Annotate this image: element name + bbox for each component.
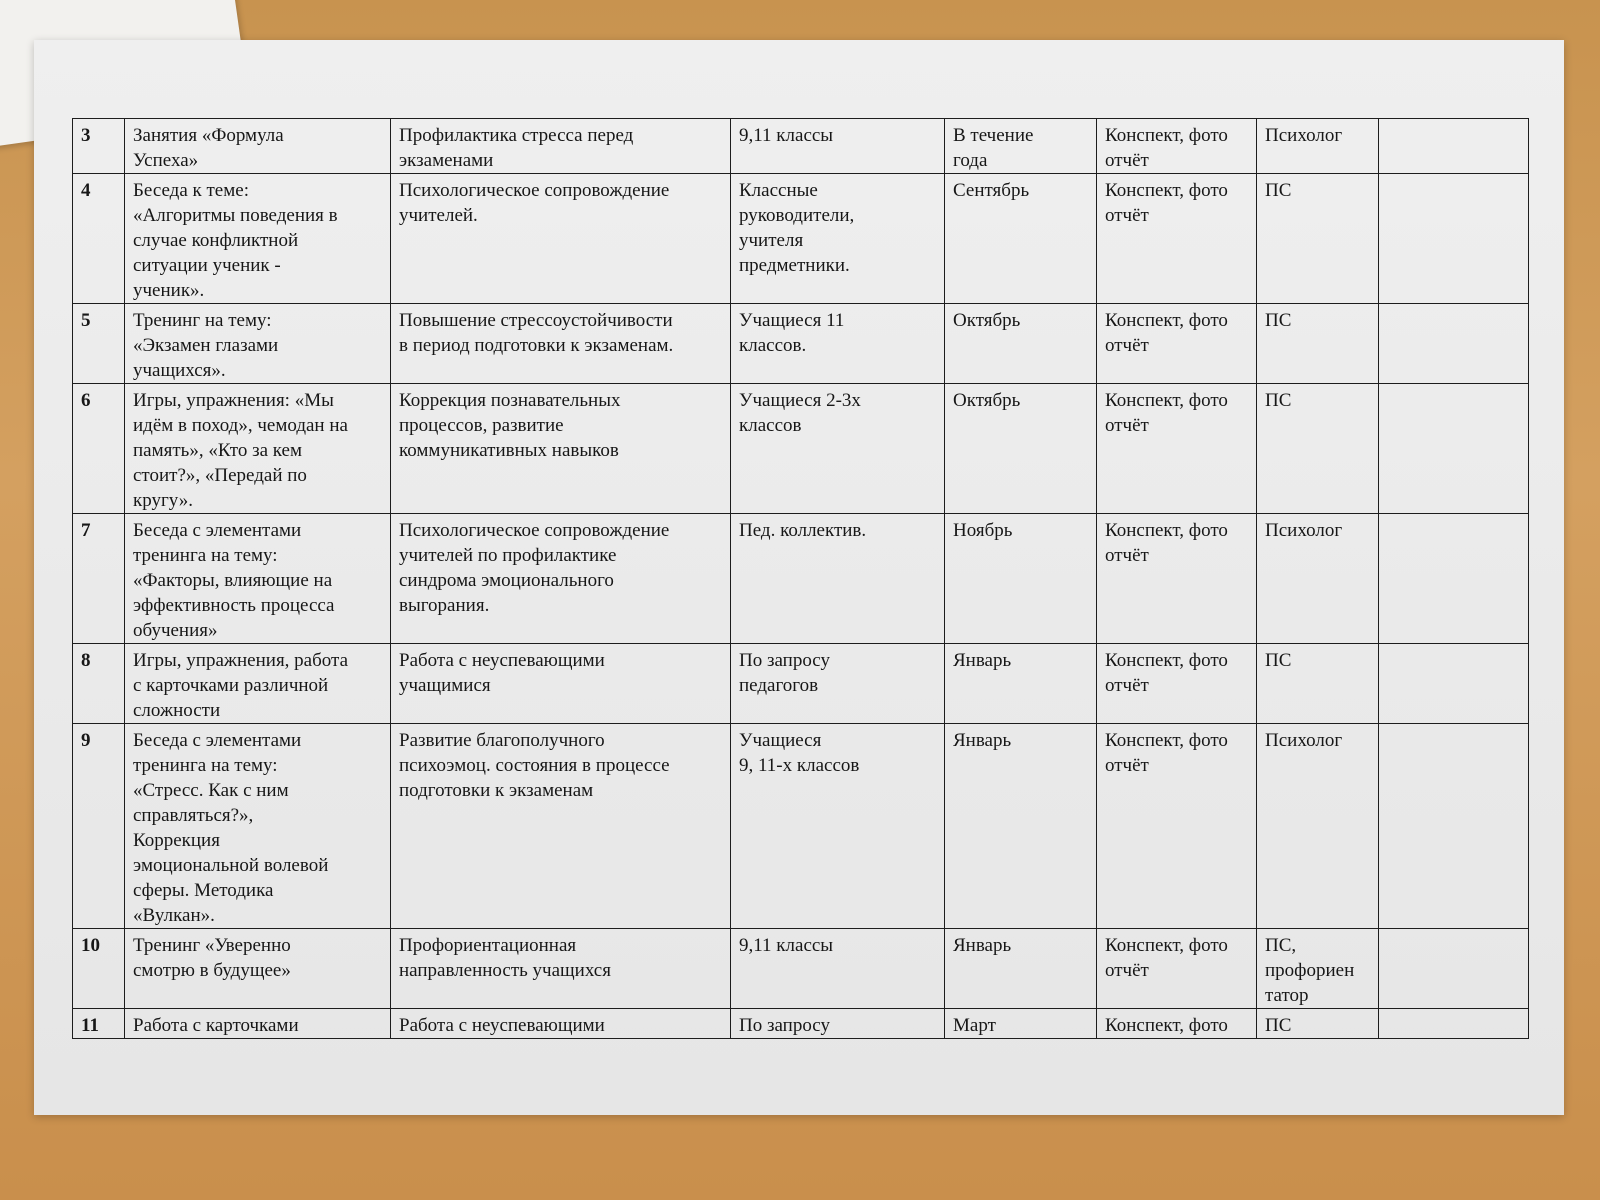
responsible-cell: ПС, профориен татор [1257,929,1379,1009]
extra-cell [1379,384,1529,514]
table-row [73,304,1529,384]
event-cell: Беседа к теме: «Алгоритмы поведения в случае конфликтной ситуации ученик - ученик». [125,174,391,304]
extra-cell [1379,1009,1529,1039]
table-row [73,514,1529,644]
goal-cell: Работа с неуспевающими [391,1009,731,1039]
timing-cell: Октябрь [945,384,1097,514]
goal-cell: Профориентационная направленность учащихся [391,929,731,1009]
report-cell: Конспект, фото отчёт [1097,929,1257,1009]
participants-cell: Классные руководители, учителя предметники. [731,174,945,304]
responsible-cell: ПС [1257,1009,1379,1039]
responsible-cell: ПС [1257,174,1379,304]
extra-cell [1379,174,1529,304]
row-number: 6 [73,384,125,514]
row-number: 9 [73,724,125,929]
row-number: 8 [73,644,125,724]
extra-cell [1379,119,1529,174]
timing-cell: Октябрь [945,304,1097,384]
table-row [73,644,1529,724]
event-cell: Тренинг «Уверенно смотрю в будущее» [125,929,391,1009]
goal-cell: Психологическое сопровождение учителей по профилактике синдрома эмоционального выгорания. [391,514,731,644]
participants-cell: Учащиеся 11 классов. [731,304,945,384]
participants-cell: Пед. коллектив. [731,514,945,644]
timing-cell: Январь [945,724,1097,929]
table-row [73,174,1529,304]
timing-cell: Сентябрь [945,174,1097,304]
extra-cell [1379,929,1529,1009]
extra-cell [1379,514,1529,644]
responsible-cell: Психолог [1257,119,1379,174]
goal-cell: Коррекция познавательных процессов, развитие коммуникативных навыков [391,384,731,514]
participants-cell: 9,11 классы [731,929,945,1009]
extra-cell [1379,724,1529,929]
report-cell: Конспект, фото отчёт [1097,724,1257,929]
goal-cell: Повышение стрессоустойчивости в период подготовки к экзаменам. [391,304,731,384]
table-row [73,1009,1529,1039]
participants-cell: По запросу [731,1009,945,1039]
event-cell: Игры, упражнения, работа с карточками различной сложности [125,644,391,724]
participants-cell: Учащиеся 2-3х классов [731,384,945,514]
report-cell: Конспект, фото [1097,1009,1257,1039]
extra-cell [1379,304,1529,384]
row-number: 5 [73,304,125,384]
report-cell: Конспект, фото отчёт [1097,304,1257,384]
table-row [73,724,1529,929]
timing-cell: Январь [945,644,1097,724]
timing-cell: Март [945,1009,1097,1039]
participants-cell: 9,11 классы [731,119,945,174]
goal-cell: Развитие благополучного психоэмоц. состояния в процессе подготовки к экзаменам [391,724,731,929]
row-number: 11 [73,1009,125,1039]
paper-sheet [34,40,1564,1115]
event-cell: Работа с карточками [125,1009,391,1039]
row-number: 10 [73,929,125,1009]
responsible-cell: Психолог [1257,724,1379,929]
goal-cell: Психологическое сопровождение учителей. [391,174,731,304]
responsible-cell: Психолог [1257,514,1379,644]
report-cell: Конспект, фото отчёт [1097,514,1257,644]
extra-cell [1379,644,1529,724]
timing-cell: Январь [945,929,1097,1009]
activity-plan-table [72,118,1529,1039]
event-cell: Игры, упражнения: «Мы идём в поход», чемодан на память», «Кто за кем стоит?», «Передай по кругу». [125,384,391,514]
row-number: 3 [73,119,125,174]
event-cell: Беседа с элементами тренинга на тему: «Факторы, влияющие на эффективность процесса обучения» [125,514,391,644]
report-cell: Конспект, фото отчёт [1097,174,1257,304]
table-row [73,384,1529,514]
report-cell: Конспект, фото отчёт [1097,384,1257,514]
responsible-cell: ПС [1257,644,1379,724]
responsible-cell: ПС [1257,384,1379,514]
report-cell: Конспект, фото отчёт [1097,119,1257,174]
participants-cell: По запросу педагогов [731,644,945,724]
row-number: 7 [73,514,125,644]
row-number: 4 [73,174,125,304]
table-row [73,119,1529,174]
event-cell: Беседа с элементами тренинга на тему: «Стресс. Как с ним справляться?», Коррекция эмоциональной волевой сферы. Методика «Вулкан». [125,724,391,929]
participants-cell: Учащиеся 9, 11-х классов [731,724,945,929]
responsible-cell: ПС [1257,304,1379,384]
timing-cell: Ноябрь [945,514,1097,644]
table-row [73,929,1529,1009]
event-cell: Занятия «Формула Успеха» [125,119,391,174]
goal-cell: Работа с неуспевающими учащимися [391,644,731,724]
goal-cell: Профилактика стресса перед экзаменами [391,119,731,174]
event-cell: Тренинг на тему: «Экзамен глазами учащихся». [125,304,391,384]
report-cell: Конспект, фото отчёт [1097,644,1257,724]
timing-cell: В течение года [945,119,1097,174]
